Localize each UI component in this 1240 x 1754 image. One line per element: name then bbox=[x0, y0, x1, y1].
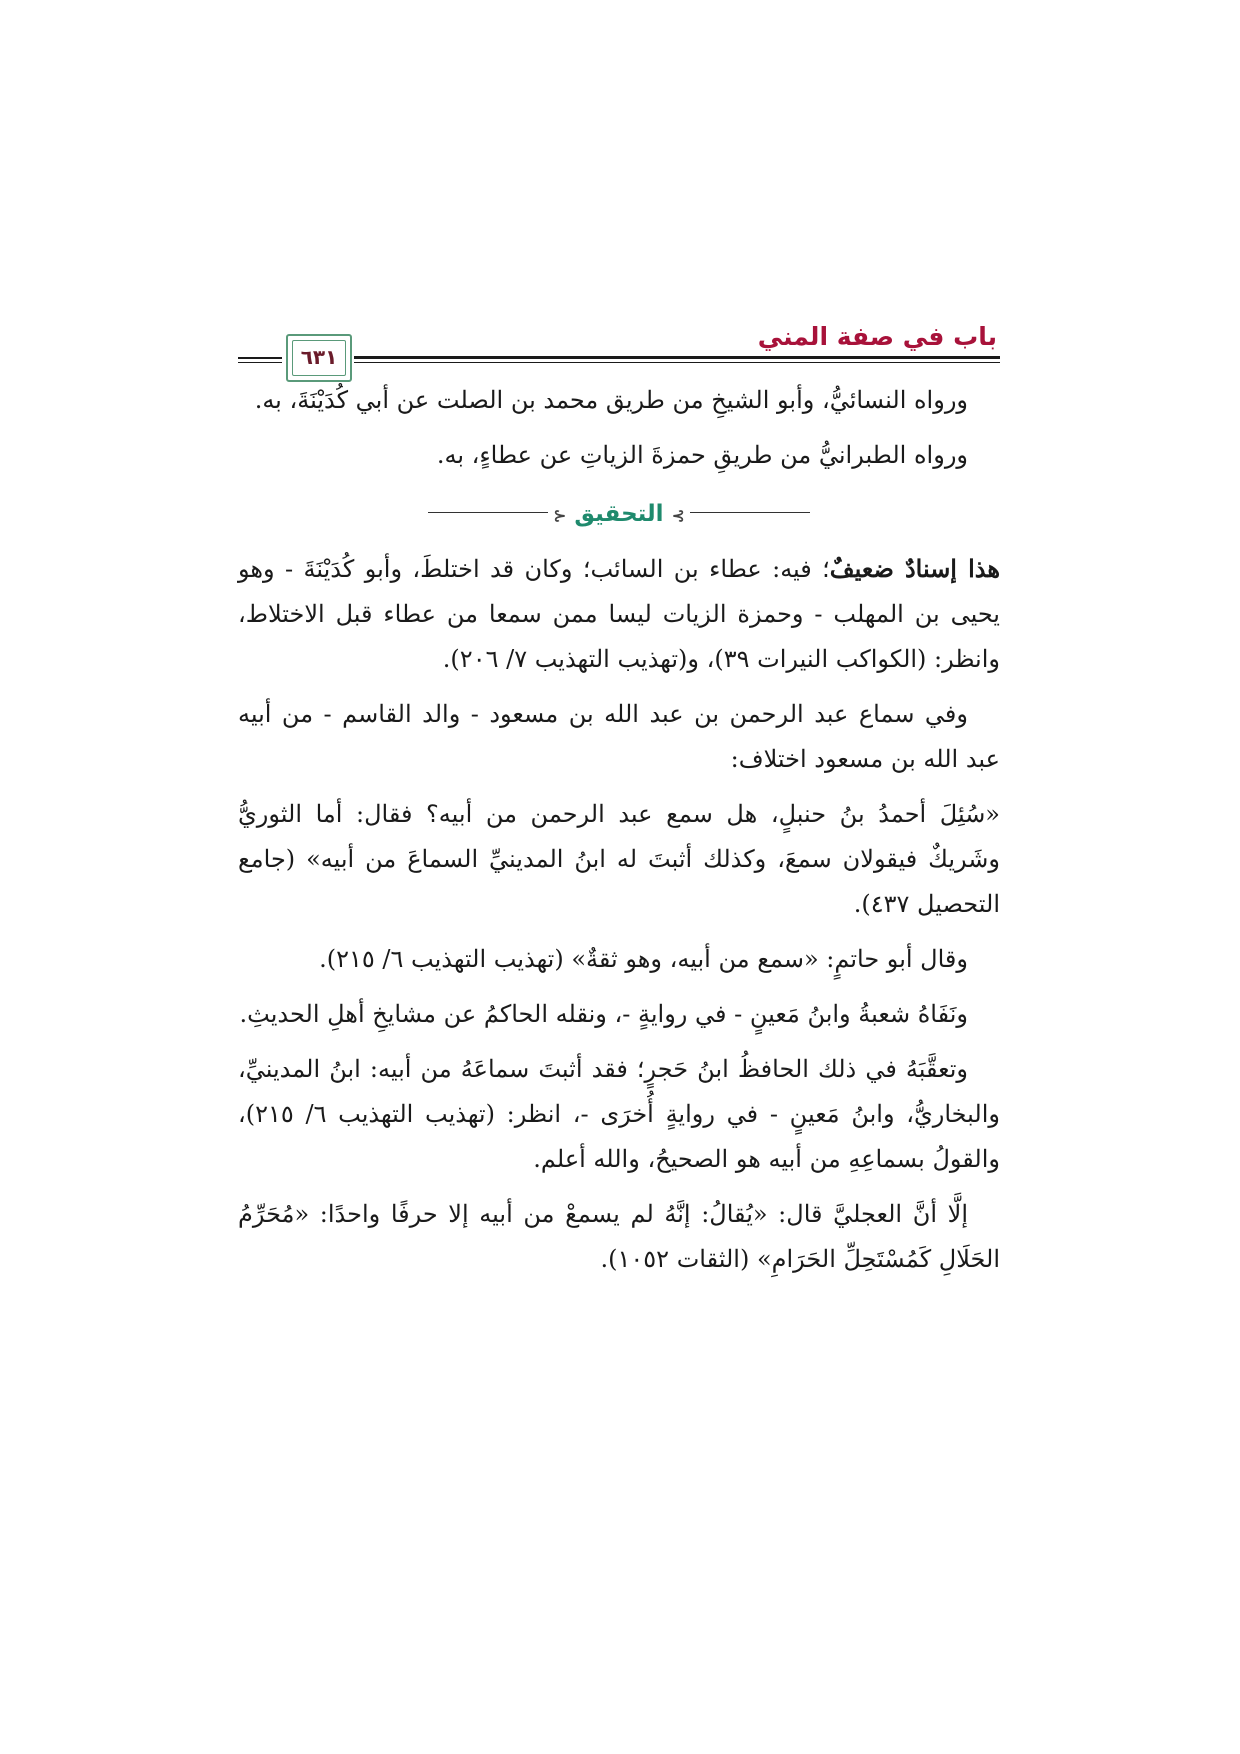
paragraph-sama-khilaf: وفي سماع عبد الرحمن بن عبد الله بن مسعود - والد القاسم - من أبيه عبد الله بن مسعود اختلاف: bbox=[238, 700, 1000, 773]
page-number: ٦٣١ bbox=[300, 345, 338, 369]
header-rule-thick bbox=[354, 356, 1000, 359]
paragraph-ibn-hajar: وتعقَّبَهُ في ذلك الحافظُ ابنُ حَجرٍ؛ فقد أثبتَ سماعَهُ من أبيه: ابنُ المدينيِّ، والبخاريُّ، وابنُ مَعينٍ - في روايةٍ أُخرَى -، انظر: (تهذيب التهذيب ٦/ ٢١٥)، والقولُ بسماعِهِ من أبيه هو الصحيحُ، والله أعلم. bbox=[238, 1055, 1000, 1173]
paragraph-tabarani: ورواه الطبرانيُّ من طريقِ حمزةَ الزياتِ عن عطاءٍ، به. bbox=[436, 441, 968, 469]
header-rule-left-thick bbox=[238, 357, 282, 359]
isnad-verdict-text: ؛ فيه: عطاء بن السائب؛ وكان قد اختلطَ، وأبو كُدَيْنَةَ - وهو يحيى بن المهلب - وحمزة الزيات ليسا ممن سمعا من عطاء قبل الاختلاط، وانظر: (الكواكب النيرات ٣٩)، و(تهذيب التهذيب ٧/ ٢٠٦). bbox=[238, 555, 1000, 673]
page-header bbox=[0, 0, 1240, 380]
paragraph-isnad-verdict bbox=[238, 546, 1000, 682]
paragraph-ahmad-quote: «سُئِلَ أحمدُ بنُ حنبلٍ، هل سمع عبد الرحمن من أبيه؟ فقال: أما الثوريُّ وشَريكٌ فيقولان سمعَ، وكذلك أثبتَ له ابنُ المدينيِّ السماعَ من أبيه» (جامع التحصيل ٤٣٧). bbox=[238, 800, 1001, 918]
paragraph-shuba: ونَفَاهُ شعبةُ وابنُ مَعينٍ - في روايةٍ -، ونقله الحاكمُ عن مشايخِ أهلِ الحديثِ. bbox=[239, 1000, 968, 1028]
ornament-left-icon: ⊰ bbox=[552, 506, 567, 525]
header-rule-left-thin bbox=[238, 362, 282, 363]
section-heading-tahqiq bbox=[238, 492, 1000, 538]
chapter-title: باب في صفة المني bbox=[757, 322, 997, 351]
ornament-right-icon: ⊱ bbox=[671, 506, 685, 525]
paragraph-nasai: ورواه النسائيُّ، وأبو الشيخِ من طريق محمد بن الصلت عن أبي كُدَيْنَةَ، به. bbox=[254, 386, 968, 414]
header-rule-thin bbox=[354, 362, 1000, 363]
section-divider bbox=[238, 488, 1000, 536]
page-content bbox=[238, 378, 1000, 1292]
paragraph-ijli: إلَّا أنَّ العجليَّ قال: «يُقالُ: إنَّهُ لم يسمعْ من أبيه إلا حرفًا واحدًا: «مُحَرِّمُ الحَلَالِ كَمُسْتَحِلِّ الحَرَامِ» (الثقات ١٠٥٢). bbox=[238, 1200, 1000, 1273]
isnad-verdict-bold: هذا إسنادٌ ضعيفٌ bbox=[829, 554, 1000, 583]
section-heading-label: التحقيق bbox=[574, 501, 664, 527]
page-number-badge bbox=[286, 334, 352, 382]
paragraph-abu-hatim: وقال أبو حاتمٍ: «سمع من أبيه، وهو ثقةٌ» (تهذيب التهذيب ٦/ ٢١٥). bbox=[319, 945, 968, 973]
